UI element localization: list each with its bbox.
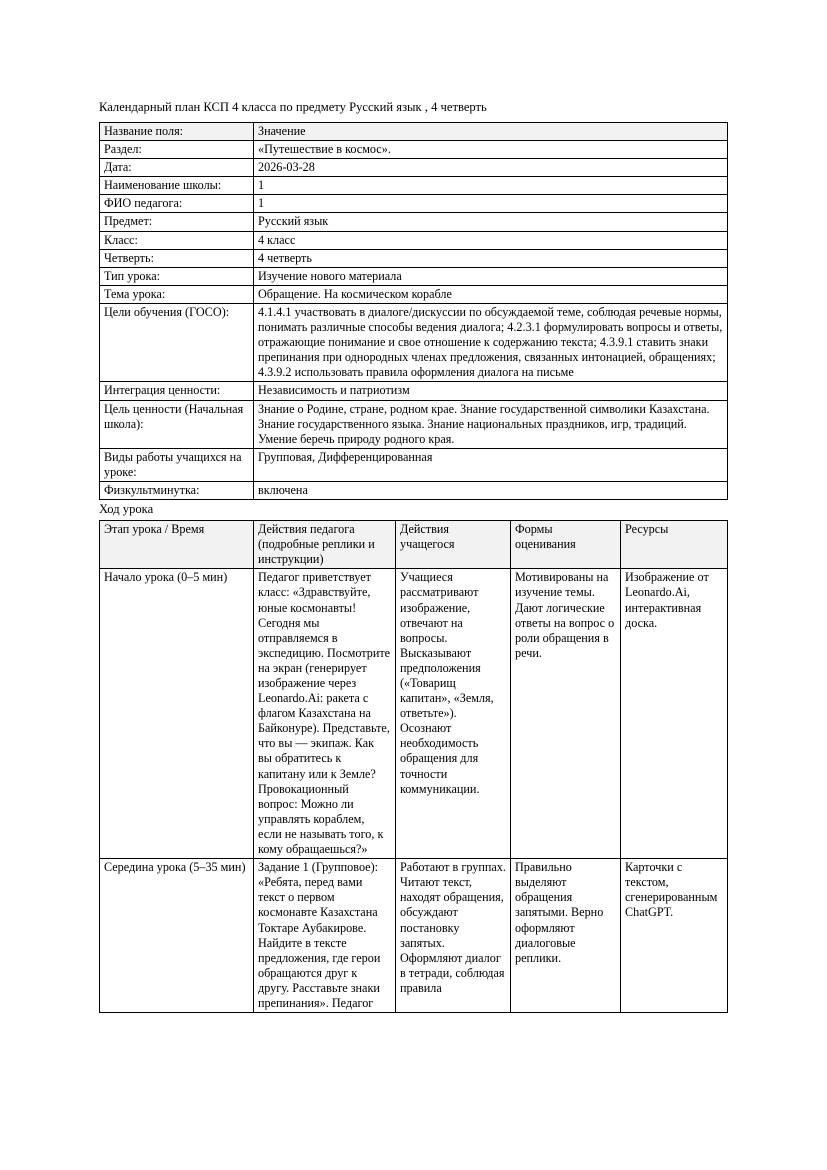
field-label: Виды работы учащихся на уроке: [100, 448, 254, 481]
assessment-cell: Правильно выделяют обращения запятыми. Верно оформляют диалоговые реплики. [511, 859, 621, 1013]
column-header-assessment: Формы оценивания [511, 521, 621, 569]
table-row [100, 481, 728, 499]
table-row [100, 213, 728, 231]
table-row [100, 400, 728, 448]
field-value: 4 четверть [254, 249, 728, 267]
teacher-actions-cell: Педагог приветствует класс: «Здравствуйте, юные космонавты! Сегодня мы отправляемся в экспедицию. Посмотрите на экран (генерирует изображение через Leonardo.Ai: ракета с флагом Казахстана на Байконуре). Представьте, что вы — экипаж. Как вы обратитесь к капитану или к Земле? Провокационный вопрос: Можно ли управлять кораблем, если не называть того, к кому обращаешься?» [254, 569, 396, 859]
field-value: 2026-03-28 [254, 159, 728, 177]
table-row [100, 249, 728, 267]
table-row [100, 303, 728, 381]
field-label: Тип урока: [100, 267, 254, 285]
field-value: Изучение нового материала [254, 267, 728, 285]
field-value: Обращение. На космическом корабле [254, 285, 728, 303]
field-value: Русский язык [254, 213, 728, 231]
stage-cell: Начало урока (0–5 мин) [100, 569, 254, 859]
table-header-row [100, 123, 728, 141]
field-label: Тема урока: [100, 285, 254, 303]
field-value: 1 [254, 195, 728, 213]
field-label: Предмет: [100, 213, 254, 231]
field-label: Интеграция ценности: [100, 382, 254, 400]
table-row [100, 177, 728, 195]
column-header-stage: Этап урока / Время [100, 521, 254, 569]
field-value: «Путешествие в космос». [254, 141, 728, 159]
table-header-row [100, 521, 728, 569]
table-row [100, 267, 728, 285]
column-header-student-actions: Действия учащегося [396, 521, 511, 569]
section-label-lesson-flow: Ход урока [99, 502, 154, 517]
assessment-cell: Мотивированы на изучение темы. Дают логические ответы на вопрос о роли обращения в речи. [511, 569, 621, 859]
lesson-flow-table [99, 520, 728, 1013]
table-row [100, 448, 728, 481]
field-label: Класс: [100, 231, 254, 249]
resources-cell: Карточки с текстом, сгенерированным ChatGPT. [621, 859, 728, 1013]
field-value: 4.1.4.1 участвовать в диалоге/дискуссии по обсуждаемой теме, соблюдая речевые нормы, понимать различные способы ведения диалога; 4.2.3.1 формулировать вопросы и ответы, отражающие понимание и свое отношение к содержанию текста; 4.3.9.1 ставить знаки препинания при однородных членах предложения, связанных интонацией, обращениях; 4.3.9.2 использовать правила оформления диалога на письме [254, 303, 728, 381]
column-header-resources: Ресурсы [621, 521, 728, 569]
field-label: Четверть: [100, 249, 254, 267]
page-title: Календарный план КСП 4 класса по предмету Русский язык , 4 четверть [99, 100, 487, 114]
table-row [100, 195, 728, 213]
field-label: ФИО педагога: [100, 195, 254, 213]
table-row [100, 159, 728, 177]
lesson-info-table [99, 122, 728, 500]
field-label: Дата: [100, 159, 254, 177]
field-label: Раздел: [100, 141, 254, 159]
table-row [100, 382, 728, 400]
student-actions-cell: Учащиеся рассматривают изображение, отвечают на вопросы. Высказывают предположения («Товарищ капитан», «Земля, ответьте»). Осознают необходимость обращения для точности коммуникации. [396, 569, 511, 859]
column-header-value: Значение [254, 123, 728, 141]
field-label: Цели обучения (ГОСО): [100, 303, 254, 381]
field-value: 1 [254, 177, 728, 195]
student-actions-cell: Работают в группах. Читают текст, находят обращения, обсуждают постановку запятых. Оформляют диалог в тетради, соблюдая правила [396, 859, 511, 1013]
table-row [100, 569, 728, 859]
field-label: Наименование школы: [100, 177, 254, 195]
column-header-field: Название поля: [100, 123, 254, 141]
teacher-actions-cell: Задание 1 (Групповое): «Ребята, перед вами текст о первом космонавте Казахстана Токтаре Аубакирове. Найдите в тексте предложения, где герои обращаются друг к другу. Расставьте знаки препинания». Педагог [254, 859, 396, 1013]
field-value: включена [254, 481, 728, 499]
field-value: Знание о Родине, стране, родном крае. Знание государственной символики Казахстана. Знание государственного языка. Знание национальных праздников, игр, традиций. Умение беречь природу родного края. [254, 400, 728, 448]
field-value: Групповая, Дифференцированная [254, 448, 728, 481]
table-row [100, 141, 728, 159]
column-header-teacher-actions: Действия педагога (подробные реплики и инструкции) [254, 521, 396, 569]
field-value: 4 класс [254, 231, 728, 249]
table-row [100, 859, 728, 1013]
resources-cell: Изображение от Leonardo.Ai, интерактивная доска. [621, 569, 728, 859]
field-value: Независимость и патриотизм [254, 382, 728, 400]
table-row [100, 231, 728, 249]
field-label: Цель ценности (Начальная школа): [100, 400, 254, 448]
field-label: Физкультминутка: [100, 481, 254, 499]
stage-cell: Середина урока (5–35 мин) [100, 859, 254, 1013]
table-row [100, 285, 728, 303]
